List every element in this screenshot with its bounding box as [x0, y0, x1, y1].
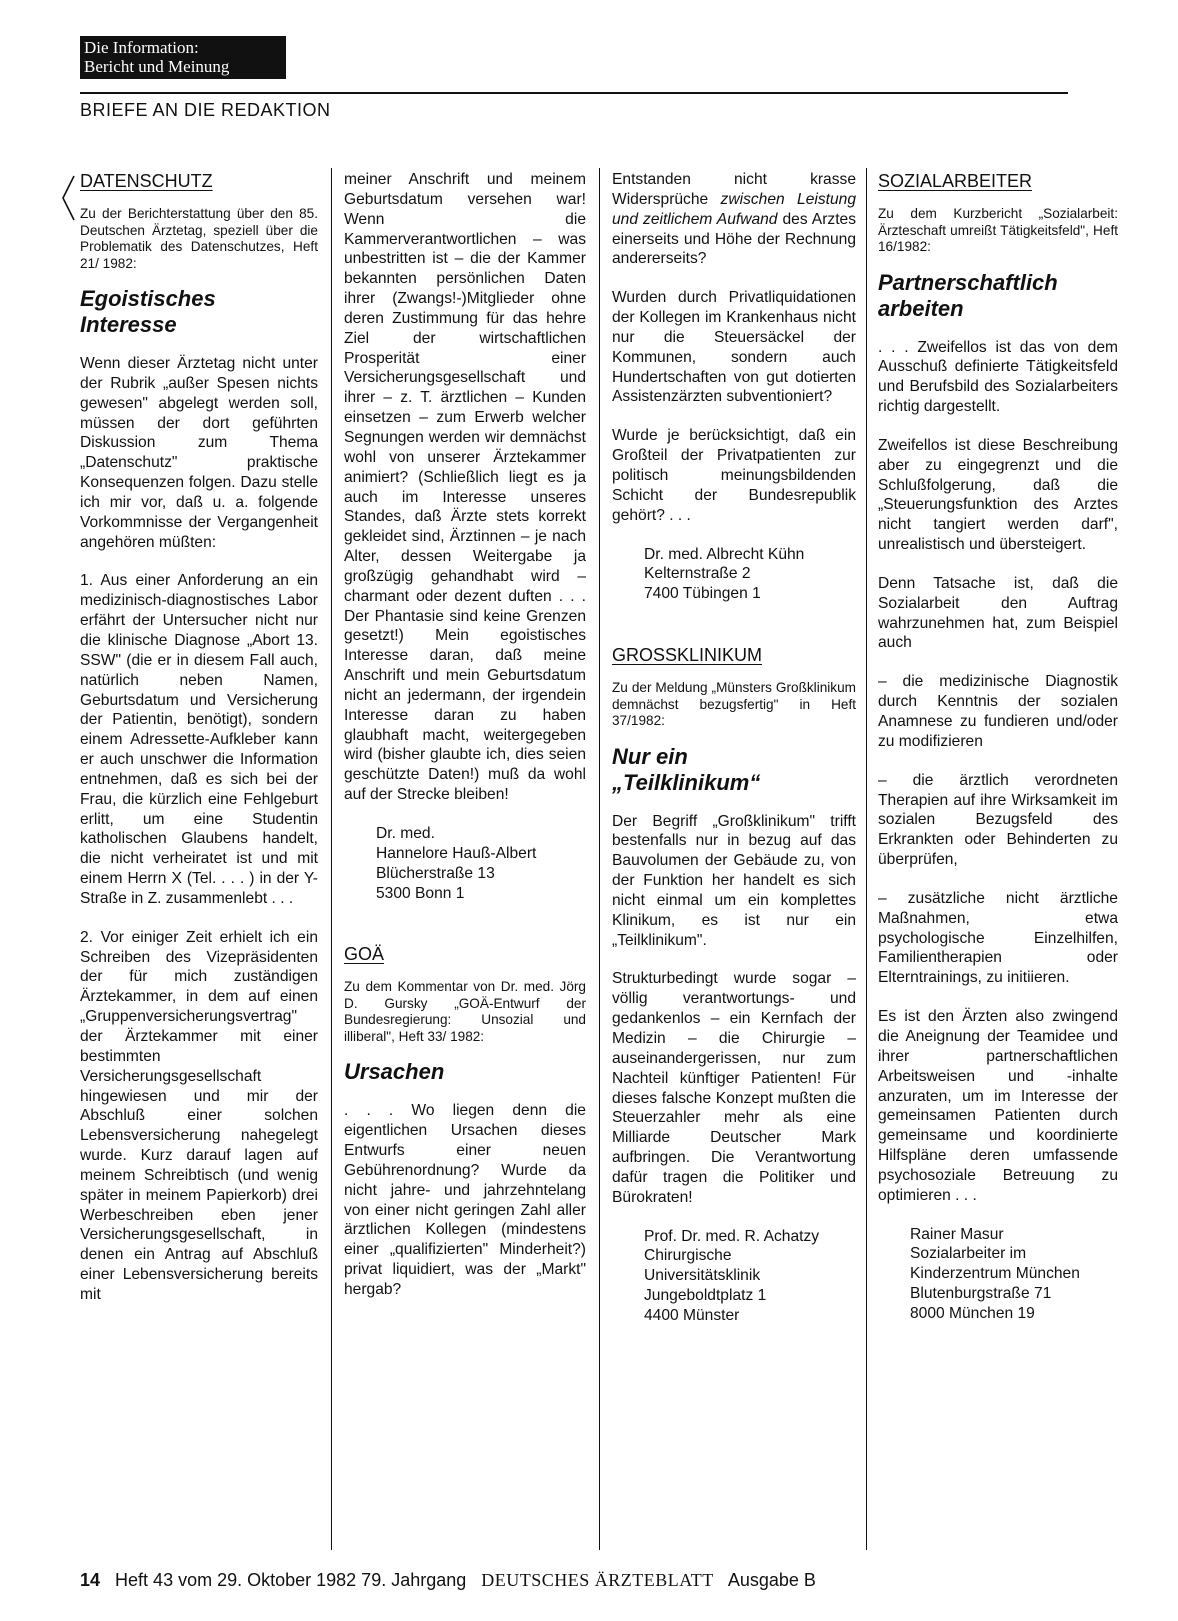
paragraph: – die medizinische Diagnostik durch Kenntnis der sozialen Anamnese zu fundieren und/oder zu modifizieren	[878, 673, 1118, 750]
signature-line: 7400 Tübingen 1	[644, 585, 761, 603]
signature-line: 8000 München 19	[910, 1304, 1035, 1322]
paragraph: Denn Tatsache ist, daß die Sozialarbeit den Auftrag wahrzunehmen hat, zum Beispiel auch	[878, 574, 1118, 652]
paragraph: 2. Vor einiger Zeit erhielt ich ein Schreiben des Vizepräsidenten der für mich zuständigen Ärztekammer, in dem auf einen „Gruppenversicherungsvertrag" der Ärztekammer mit einer bestimmten Versicherungsgesellschaft hingewiesen und mir der Abschluß einer solchen Lebensversicherung nahegelegt wurde. Kurz darauf lagen auf meinem Schreibtisch (und wenig später in meinem Papierkorb) drei Werbeschreiben eben jener Versicherungsgesellschaft, in denen ein Antrag auf Abschluß einer Lebensversicherung bereits mit	[80, 928, 318, 1303]
department-banner	[80, 36, 286, 79]
paragraph: Es ist den Ärzten also zwingend die Aneignung der Teamidee und ihrer partnerschaftlichen Arbeitsweisen und -inhalte anzuraten, um im Interesse der gemeinsamen Patienten durch gemeinsame und koordinierte Hilfspläne deren umfassende psychosoziale Betreuung zu optimieren . . .	[878, 1008, 1118, 1204]
column-1	[80, 170, 318, 1550]
letter-title: Ursachen	[344, 1059, 445, 1085]
signature-line: Universitätsklinik	[644, 1267, 761, 1285]
paragraph: . . . Wo liegen denn die eigentlichen Ursachen dieses Entwurfs einer neuen Gebührenordnung? Wurde da nicht jahre- und jahrzehntelang von einer nicht geringen Zahl aller ärztlichen Kollegen (mindestens einer „qualifizierten" Minderheit?) privat liquidiert, was der „Markt" hergab?	[344, 1102, 586, 1298]
signature-line: 4400 Münster	[644, 1306, 740, 1324]
column-divider	[331, 168, 332, 1550]
signature-block	[644, 1227, 856, 1326]
signature-line: Rainer Masur	[910, 1225, 1004, 1243]
letter-heading-datenschutz: DATENSCHUTZ	[80, 171, 213, 191]
letter-heading-goae: GOÄ	[344, 944, 385, 965]
paragraph: 1. Aus einer Anforderung an ein medizinisch-diagnostisches Labor erfährt der Untersucher nicht nur die klinische Diagnose „Abort 13. SSW" (die er in diesem Fall auch, natürlich neben Namen, Geburtsdatum und Versicherung der Patientin, benötigt), sondern einem Adressette-Aufkleber kann er auch unschwer die Information entnehmen, daß es sich bei der Frau, die kürzlich eine Fehlgeburt erlitt, um eine Studentin katholischen Glaubens handelt, die nicht verheiratet ist und mit einem Herrn X (Tel. . . . ) in der Y-Straße in Z. zusammenlebt . . .	[80, 572, 318, 907]
column-4	[878, 170, 1118, 1550]
letter-title	[612, 744, 856, 796]
title-line: Nur ein	[612, 743, 688, 769]
paragraph: Wurden durch Privatliquidationen der Kollegen im Krankenhaus nicht nur die Steuersäckel der Kommunen, sondern auch Hundertschaften von gut dotierten Assistenzärzten subventioniert?	[612, 289, 856, 406]
signature-line: Sozialarbeiter im Kinderzentrum München	[910, 1245, 1080, 1283]
letter-intro: Zu der Berichterstattung über den 85. Deutschen Ärztetag, speziell über die Problematik des Datenschutzes, Heft 21/ 1982:	[80, 206, 318, 271]
letter-title: Egoistisches Interesse	[80, 286, 216, 337]
section-title: BRIEFE AN DIE REDAKTION	[80, 100, 331, 120]
letter-intro: Zu der Meldung „Münsters Großklinikum demnächst bezugsfertig" in Heft 37/1982:	[612, 680, 856, 729]
column-divider	[866, 168, 867, 1550]
paragraph: Strukturbedingt wurde sogar – völlig verantwortungs- und gedankenlos – ein Kernfach der Medizin – die Chirurgie – auseinandergerissen, nur zum Nachteil künftiger Patienten! Für dieses falsche Konzept mußten die Steuerzahler mehr als eine Milliarde Deutscher Mark aufbringen. Die Verantwortung dafür tragen die Politiker und Bürokraten!	[612, 970, 856, 1206]
paragraph: – die ärztlich verordneten Therapien auf ihre Wirksamkeit im sozialen Bezugsfeld des Erkrankten oder Behinderten zu überprüfen,	[878, 771, 1118, 869]
banner-line-2: Bericht und Meinung	[84, 57, 230, 76]
page-number: 14	[80, 1570, 101, 1590]
paragraph: . . . Zweifellos ist das von dem Ausschuß definierte Tätigkeitsfeld und Berufsbild des Sozialarbeiters richtig dargestellt.	[878, 338, 1118, 416]
letter-title: Partnerschaftlich arbeiten	[878, 269, 1058, 321]
text-run: des Arztes einerseits und Höhe der Rechnung andererseits?	[612, 210, 856, 268]
column-divider	[599, 168, 600, 1550]
signature-line: Blutenburgstraße 71	[910, 1285, 1052, 1303]
signature-block	[644, 545, 856, 605]
letter-heading-grossklinikum: GROSSKLINIKUM	[612, 645, 763, 666]
letter-intro: Zu dem Kommentar von Dr. med. Jörg D. Gursky „GOÄ-Entwurf der Bundesregierung: Unsozial und illiberal", Heft 33/ 1982:	[344, 979, 586, 1044]
paragraph: meiner Anschrift und meinem Geburtsdatum versehen war! Wenn die Kammerverantwortlichen – was unbestritten ist – die der Kammer bekannten persönlichen Daten ihrer (Zwangs!-)Mitglieder ohne deren Zustimmung für das hehre Ziel der wirtschaftlichen Prosperität einer Versicherungsgesellschaft und ihrer – z. T. ärztlichen – Kunden einsetzen – zum Erwerb welcher Segnungen werden wir demnächst wohl von unserer Ärztekammer animiert? (Schließlich liegt es ja auch im Interesse unseres Standes, daß Ärzte stets korrekt gekleidet sind, Ärztinnen – je nach Alter, dessen Weitergabe ja großzügig gehandhabt wird – charmant oder dezent duften . . . Der Phantasie sind keine Grenzen gesetzt!) Mein egoistisches Interesse daran, daß meine Anschrift und mein Geburtsdatum nicht an jedermann, der irgendein Interesse daran zu haben glaubhaft macht, weitergegeben wird (bisher glaubte ich, dies seien geschützte Daten!) muß da wohl auf der Strecke bleiben!	[344, 171, 586, 804]
paragraph: Der Begriff „Großklinikum" trifft bestenfalls nur in bezug auf das Bauvolumen der Gebäude zu, von der Funktion her handelt es sich nicht einmal um ein komplettes Klinikum, es ist nur ein „Teilklinikum".	[612, 812, 856, 949]
signature-line: Blücherstraße 13	[376, 864, 495, 882]
banner-line-1: Die Information:	[84, 38, 199, 57]
signature-block	[376, 824, 586, 903]
chevron-left-icon	[60, 174, 78, 222]
signature-line: Prof. Dr. med. R. Achatzy	[644, 1227, 820, 1245]
signature-line: Jungeboldtplatz 1	[644, 1287, 767, 1305]
signature-line: Dr. med.	[376, 825, 435, 842]
masthead: DEUTSCHES ÄRZTEBLATT	[481, 1570, 714, 1590]
page-footer	[80, 1570, 816, 1591]
signature-block	[910, 1225, 1118, 1324]
edition: Ausgabe B	[727, 1570, 816, 1590]
title-line: „Teilklinikum“	[612, 769, 761, 795]
signature-line: 5300 Bonn 1	[376, 884, 465, 902]
header-rule	[80, 92, 1068, 94]
paragraph: Zweifellos ist diese Beschreibung aber zu eingegrenzt und die Schlußfolgerung, daß die „Steuerungsfunktion des Arztes nicht tangiert werden darf", unrealistisch und übersteigert.	[878, 436, 1118, 554]
issue-info: Heft 43 vom 29. Oktober 1982 79. Jahrgang	[115, 1570, 467, 1590]
paragraph: Wenn dieser Ärztetag nicht unter der Rubrik „außer Spesen nichts gewesen" abgelegt werden soll, müssen der dort geführten Diskussion zum Thema „Datenschutz" praktische Konsequenzen folgen. Dazu stelle ich mir vor, daß u. a. folgende Vorkommnisse der Vergangenheit angehören müßten:	[80, 355, 318, 551]
column-2	[344, 170, 586, 1550]
letter-heading-sozialarbeiter: SOZIALARBEITER	[878, 171, 1033, 191]
signature-line: Dr. med. Albrecht Kühn	[644, 545, 805, 563]
signature-line: Kelternstraße 2	[644, 565, 751, 583]
paragraph	[612, 170, 856, 269]
paragraph: – zusätzliche nicht ärztliche Maßnahmen, etwa psychologische Einzelhilfen, Familientherapien oder Elterntrainings, zu initiieren.	[878, 889, 1118, 987]
paragraph: Wurde je berücksichtigt, daß ein Großteil der Privatpatienten zur politisch meinungsbildenden Schicht der Bundesrepublik gehört? . . .	[612, 427, 856, 524]
column-3	[612, 170, 856, 1550]
emphasis-run: zwischen Leistung und zeitlichem Aufwand	[612, 190, 856, 228]
signature-line: Chirurgische	[644, 1247, 732, 1265]
letter-intro: Zu dem Kurzbericht „Sozialarbeit: Ärzteschaft umreißt Tätigkeitsfeld", Heft 16/1982:	[878, 206, 1118, 254]
text-run: Entstanden nicht krasse Widersprüche	[612, 171, 856, 208]
signature-line: Hannelore Hauß-Albert	[376, 844, 537, 862]
